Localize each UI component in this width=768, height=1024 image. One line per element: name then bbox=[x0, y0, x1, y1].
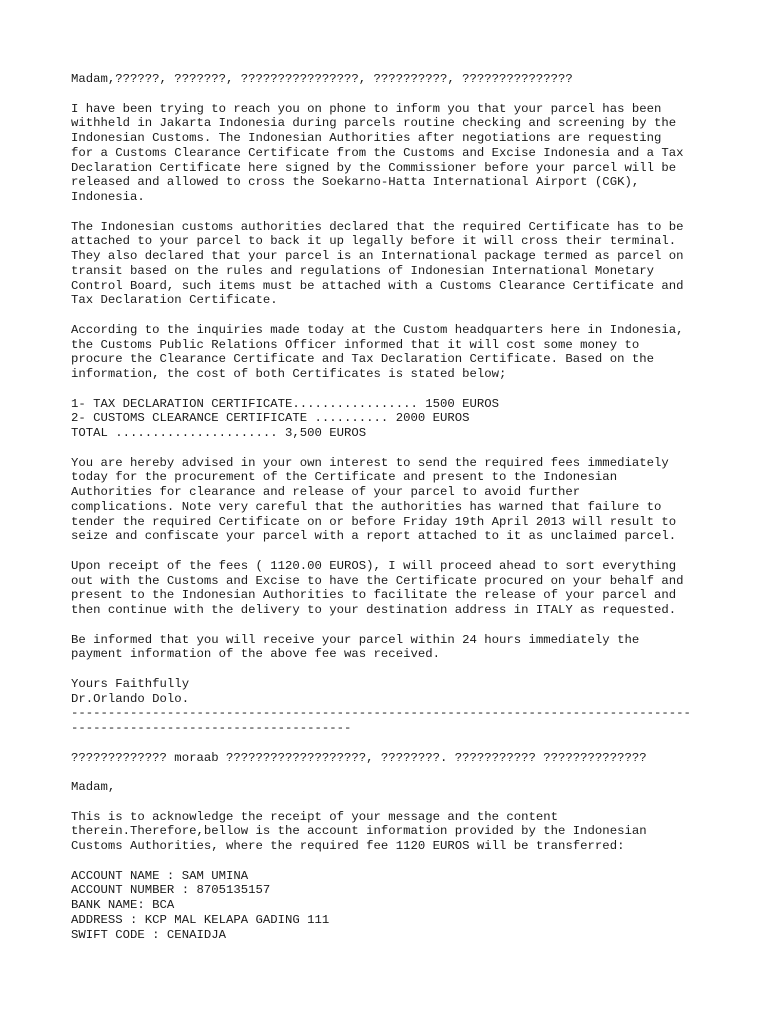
text-line: released and allowed to cross the Soekarno-Hatta International Airport (CGK), bbox=[71, 175, 640, 190]
email-document bbox=[71, 72, 711, 942]
text-line: Be informed that you will receive your parcel within 24 hours immediately the bbox=[71, 632, 640, 647]
text-line: today for the procurement of the Certificate and present to the Indonesian bbox=[71, 470, 618, 485]
text-line: Declaration Certificate here signed by the Commissioner before your parcel will be bbox=[71, 160, 677, 175]
text-line: They also declared that your parcel is an International package termed as parcel on bbox=[71, 249, 684, 263]
text-line: This is to acknowledge the receipt of your message and the content bbox=[71, 809, 559, 824]
letter2-paragraph-1 bbox=[71, 810, 711, 854]
account-details bbox=[71, 869, 711, 943]
text-line: You are hereby advised in your own interest to send the required fees immediately bbox=[71, 455, 669, 470]
cost-list bbox=[71, 397, 711, 441]
cost-total: TOTAL ...................... 3,500 EUROS bbox=[71, 426, 367, 440]
text-line: According to the inquiries made today at the Custom headquarters here in Indonesia, bbox=[71, 322, 684, 337]
letter2-salutation bbox=[71, 780, 711, 795]
header-line: ????????????? moraab ???????????????????, ????????. ??????????? ?????????????? bbox=[71, 750, 647, 765]
text-line: procure the Clearance Certificate and Tax Declaration Certificate. Based on the bbox=[71, 352, 654, 367]
text-line: then continue with the delivery to your destination address in ITALY as requested. bbox=[71, 603, 677, 617]
text-line: Authorities for clearance and release of your parcel to avoid further bbox=[71, 485, 581, 499]
closing-line: Yours Faithfully bbox=[71, 676, 190, 691]
letter1-closing bbox=[71, 677, 711, 707]
text-line: out with the Customs and Excise to have the Certificate procured on your behalf and bbox=[71, 573, 684, 588]
account-name: ACCOUNT NAME : SAM UMINA bbox=[71, 868, 249, 883]
cost-item-customs: 2- CUSTOMS CLEARANCE CERTIFICATE .......... 2000 EUROS bbox=[71, 411, 470, 426]
divider-line: -------------------------------------- bbox=[71, 721, 352, 735]
swift-code: SWIFT CODE : CENAIDJA bbox=[71, 927, 226, 942]
text-line: present to the Indonesian Authorities to facilitate the release of your parcel and bbox=[71, 588, 677, 603]
text-line: Indonesian Customs. The Indonesian Authorities after negotiations are requesting bbox=[71, 131, 662, 145]
salutation-line: Madam,??????, ???????, ????????????????, ??????????, ??????????????? bbox=[71, 72, 573, 86]
text-line: I have been trying to reach you on phone to inform you that your parcel has been bbox=[71, 101, 662, 116]
text-line: tender the required Certificate on or before Friday 19th April 2013 will result to bbox=[71, 514, 677, 529]
letter1-paragraph-3 bbox=[71, 323, 711, 382]
text-line: therein.Therefore,bellow is the account information provided by the Indonesian bbox=[71, 824, 647, 839]
letter2-header bbox=[71, 751, 711, 766]
text-line: Tax Declaration Certificate. bbox=[71, 293, 278, 308]
text-line: complications. Note very careful that the authorities has warned that failure to bbox=[71, 499, 662, 514]
text-line: transit based on the rules and regulations of Indonesian International Monetary bbox=[71, 263, 654, 278]
text-line: withheld in Jakarta Indonesia during parcels routine checking and screening by the bbox=[71, 116, 677, 131]
letter1-paragraph-1 bbox=[71, 102, 711, 205]
text-line: attached to your parcel to back it up legally before it will cross their terminal. bbox=[71, 234, 677, 249]
letter1-paragraph-2 bbox=[71, 220, 711, 309]
separator-divider bbox=[71, 706, 711, 736]
signature-name: Dr.Orlando Dolo. bbox=[71, 691, 190, 706]
salutation-line: Madam, bbox=[71, 780, 116, 794]
letter1-paragraph-4 bbox=[71, 456, 711, 545]
text-line: Indonesia. bbox=[71, 190, 145, 204]
text-line: Upon receipt of the fees ( 1120.00 EUROS), I will proceed ahead to sort everything bbox=[71, 558, 677, 573]
letter1-paragraph-6 bbox=[71, 633, 711, 663]
text-line: Customs Authorities, where the required fee 1120 EUROS will be transferred: bbox=[71, 839, 625, 853]
text-line: seize and confiscate your parcel with a report attached to it as unclaimed parcel. bbox=[71, 529, 677, 544]
text-line: payment information of the above fee was received. bbox=[71, 647, 440, 662]
text-line: for a Customs Clearance Certificate from the Customs and Excise Indonesia and a Tax bbox=[71, 145, 684, 160]
cost-item-tax: 1- TAX DECLARATION CERTIFICATE................. 1500 EUROS bbox=[71, 396, 500, 411]
text-line: The Indonesian customs authorities declared that the required Certificate has to be bbox=[71, 219, 684, 234]
letter1-salutation bbox=[71, 72, 711, 87]
letter1-paragraph-5 bbox=[71, 559, 711, 618]
divider-line: ------------------------------------------------------------------------------------ bbox=[71, 706, 691, 721]
account-number: ACCOUNT NUMBER : 8705135157 bbox=[71, 883, 271, 898]
text-line: Control Board, such items must be attached with a Customs Clearance Certificate and bbox=[71, 278, 684, 293]
bank-name: BANK NAME: BCA bbox=[71, 898, 175, 912]
text-line: the Customs Public Relations Officer informed that it will cost some money to bbox=[71, 337, 640, 352]
bank-address: ADDRESS : KCP MAL KELAPA GADING 111 bbox=[71, 912, 330, 927]
text-line: information, the cost of both Certificates is stated below; bbox=[71, 367, 507, 381]
